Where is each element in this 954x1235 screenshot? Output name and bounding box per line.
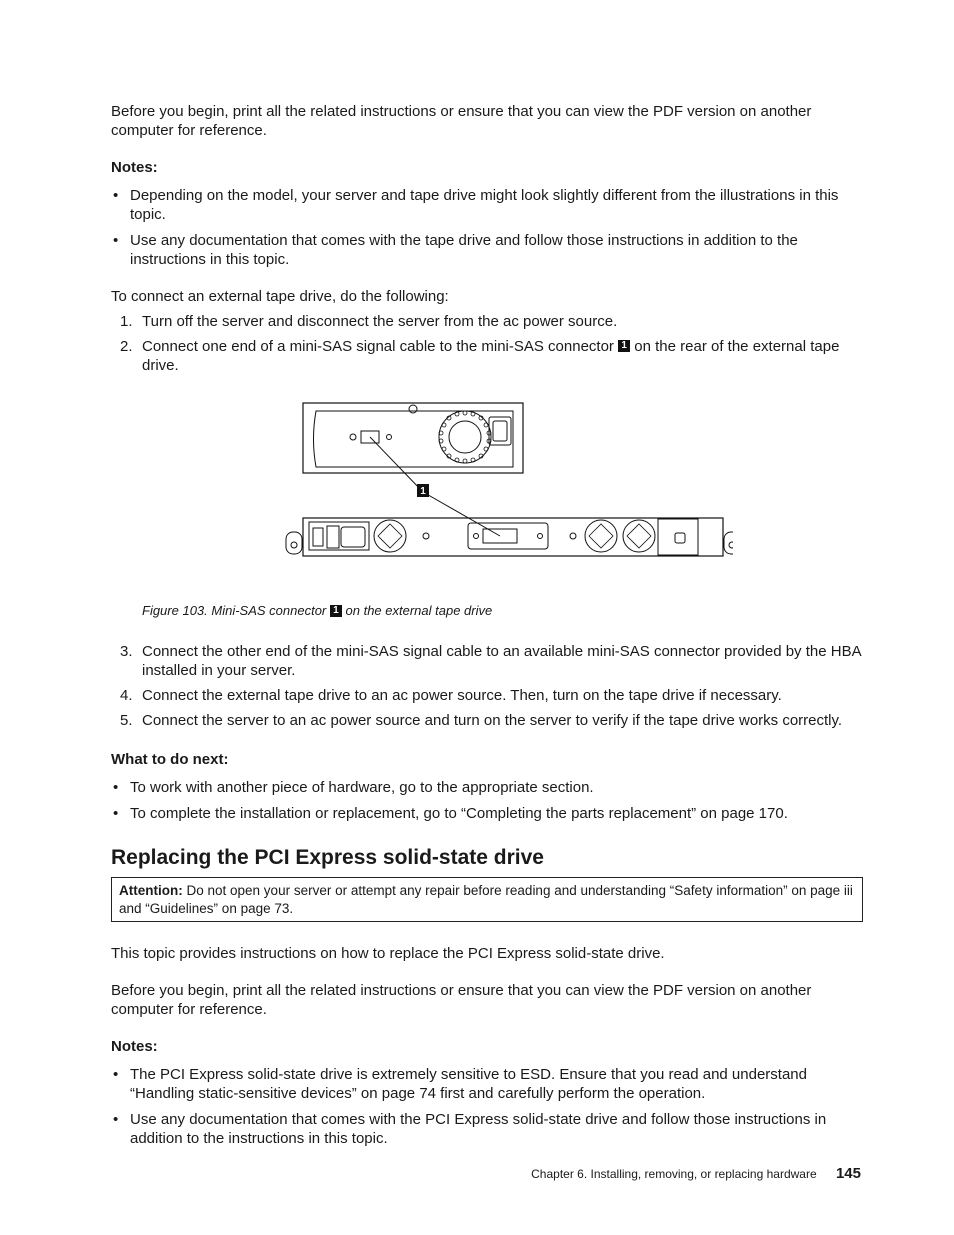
list-item: • To complete the installation or replacement, go to “Completing the parts replacement” on page 170. bbox=[111, 804, 863, 823]
step-item bbox=[111, 711, 863, 730]
connect-lead: To connect an external tape drive, do the following: bbox=[111, 288, 449, 305]
step-item bbox=[111, 312, 863, 331]
step-text: Connect the other end of the mini-SAS signal cable to an available mini-SAS connector provided by the HBA installed in your server. bbox=[142, 643, 861, 679]
attention-label: Attention: bbox=[119, 883, 183, 898]
callout-label: 1 bbox=[420, 486, 426, 497]
section-title: Replacing the PCI Express solid-state drive bbox=[111, 846, 544, 869]
page-number: 145 bbox=[835, 1165, 861, 1182]
attention-text: Do not open your server or attempt any repair before reading and understanding “Safety information” on page iii and “Guidelines” on page 73. bbox=[119, 883, 853, 916]
document-page bbox=[111, 102, 863, 1166]
step-number: 2. bbox=[120, 338, 133, 355]
step-number: 5. bbox=[120, 712, 133, 729]
step-number: 1. bbox=[120, 313, 133, 330]
list-item: • The PCI Express solid-state drive is extremely sensitive to ESD. Ensure that you read and understand “Handling static-sensitive devices” on page 74 first and carefully perform the operation. bbox=[111, 1065, 863, 1103]
step-item bbox=[111, 642, 863, 680]
steps-list-b bbox=[111, 642, 863, 730]
step-text: Connect one end of a mini-SAS signal cable to the mini-SAS connector bbox=[142, 338, 614, 355]
step-number: 3. bbox=[120, 643, 133, 660]
figure-tape-drive bbox=[111, 399, 863, 599]
caption-text: Figure 103. Mini-SAS connector bbox=[142, 603, 327, 618]
footer-chapter: Chapter 6. Installing, removing, or replacing hardware bbox=[531, 1167, 817, 1181]
step-text: Turn off the server and disconnect the server from the ac power source. bbox=[142, 313, 618, 330]
list-item: • Use any documentation that comes with the PCI Express solid-state drive and follow those instructions in addition to the instructions in this topic. bbox=[111, 1110, 863, 1148]
page-footer bbox=[531, 1164, 861, 1184]
list-item: • Depending on the model, your server and tape drive might look slightly different from the illustrations in this topic. bbox=[111, 186, 863, 224]
notes-heading: Notes: bbox=[111, 1038, 158, 1055]
list-item: • To work with another piece of hardware, go to the appropriate section. bbox=[111, 778, 863, 797]
step-item bbox=[111, 686, 863, 705]
step-text: Connect the server to an ac power source and turn on the server to verify if the tape drive works correctly. bbox=[142, 712, 843, 729]
step-item bbox=[111, 337, 863, 375]
steps-list-a bbox=[111, 312, 863, 375]
topic-intro: This topic provides instructions on how to replace the PCI Express solid-state drive. bbox=[111, 945, 665, 962]
notes-heading: Notes: bbox=[111, 159, 158, 176]
step-text: Connect the external tape drive to an ac power source. Then, turn on the tape drive if necessary. bbox=[142, 687, 782, 704]
figure-caption bbox=[142, 601, 863, 620]
tape-drive-illustration bbox=[283, 399, 733, 564]
callout-badge: 1 bbox=[618, 340, 630, 352]
notes-list bbox=[111, 186, 863, 269]
caption-text: on the external tape drive bbox=[345, 603, 493, 618]
next-heading: What to do next: bbox=[111, 751, 229, 768]
next-list bbox=[111, 778, 863, 823]
attention-box bbox=[111, 877, 863, 922]
step-text: on the rear of the external tape drive. bbox=[142, 338, 840, 374]
intro-before-begin: Before you begin, print all the related instructions or ensure that you can view the PDF version on another computer for reference. bbox=[111, 103, 812, 139]
callout-badge: 1 bbox=[330, 605, 342, 617]
list-item: • Use any documentation that comes with the tape drive and follow those instructions in addition to the instructions in this topic. bbox=[111, 231, 863, 269]
step-number: 4. bbox=[120, 687, 133, 704]
notes-list bbox=[111, 1065, 863, 1148]
section-before-begin: Before you begin, print all the related instructions or ensure that you can view the PDF version on another computer for reference. bbox=[111, 982, 812, 1018]
